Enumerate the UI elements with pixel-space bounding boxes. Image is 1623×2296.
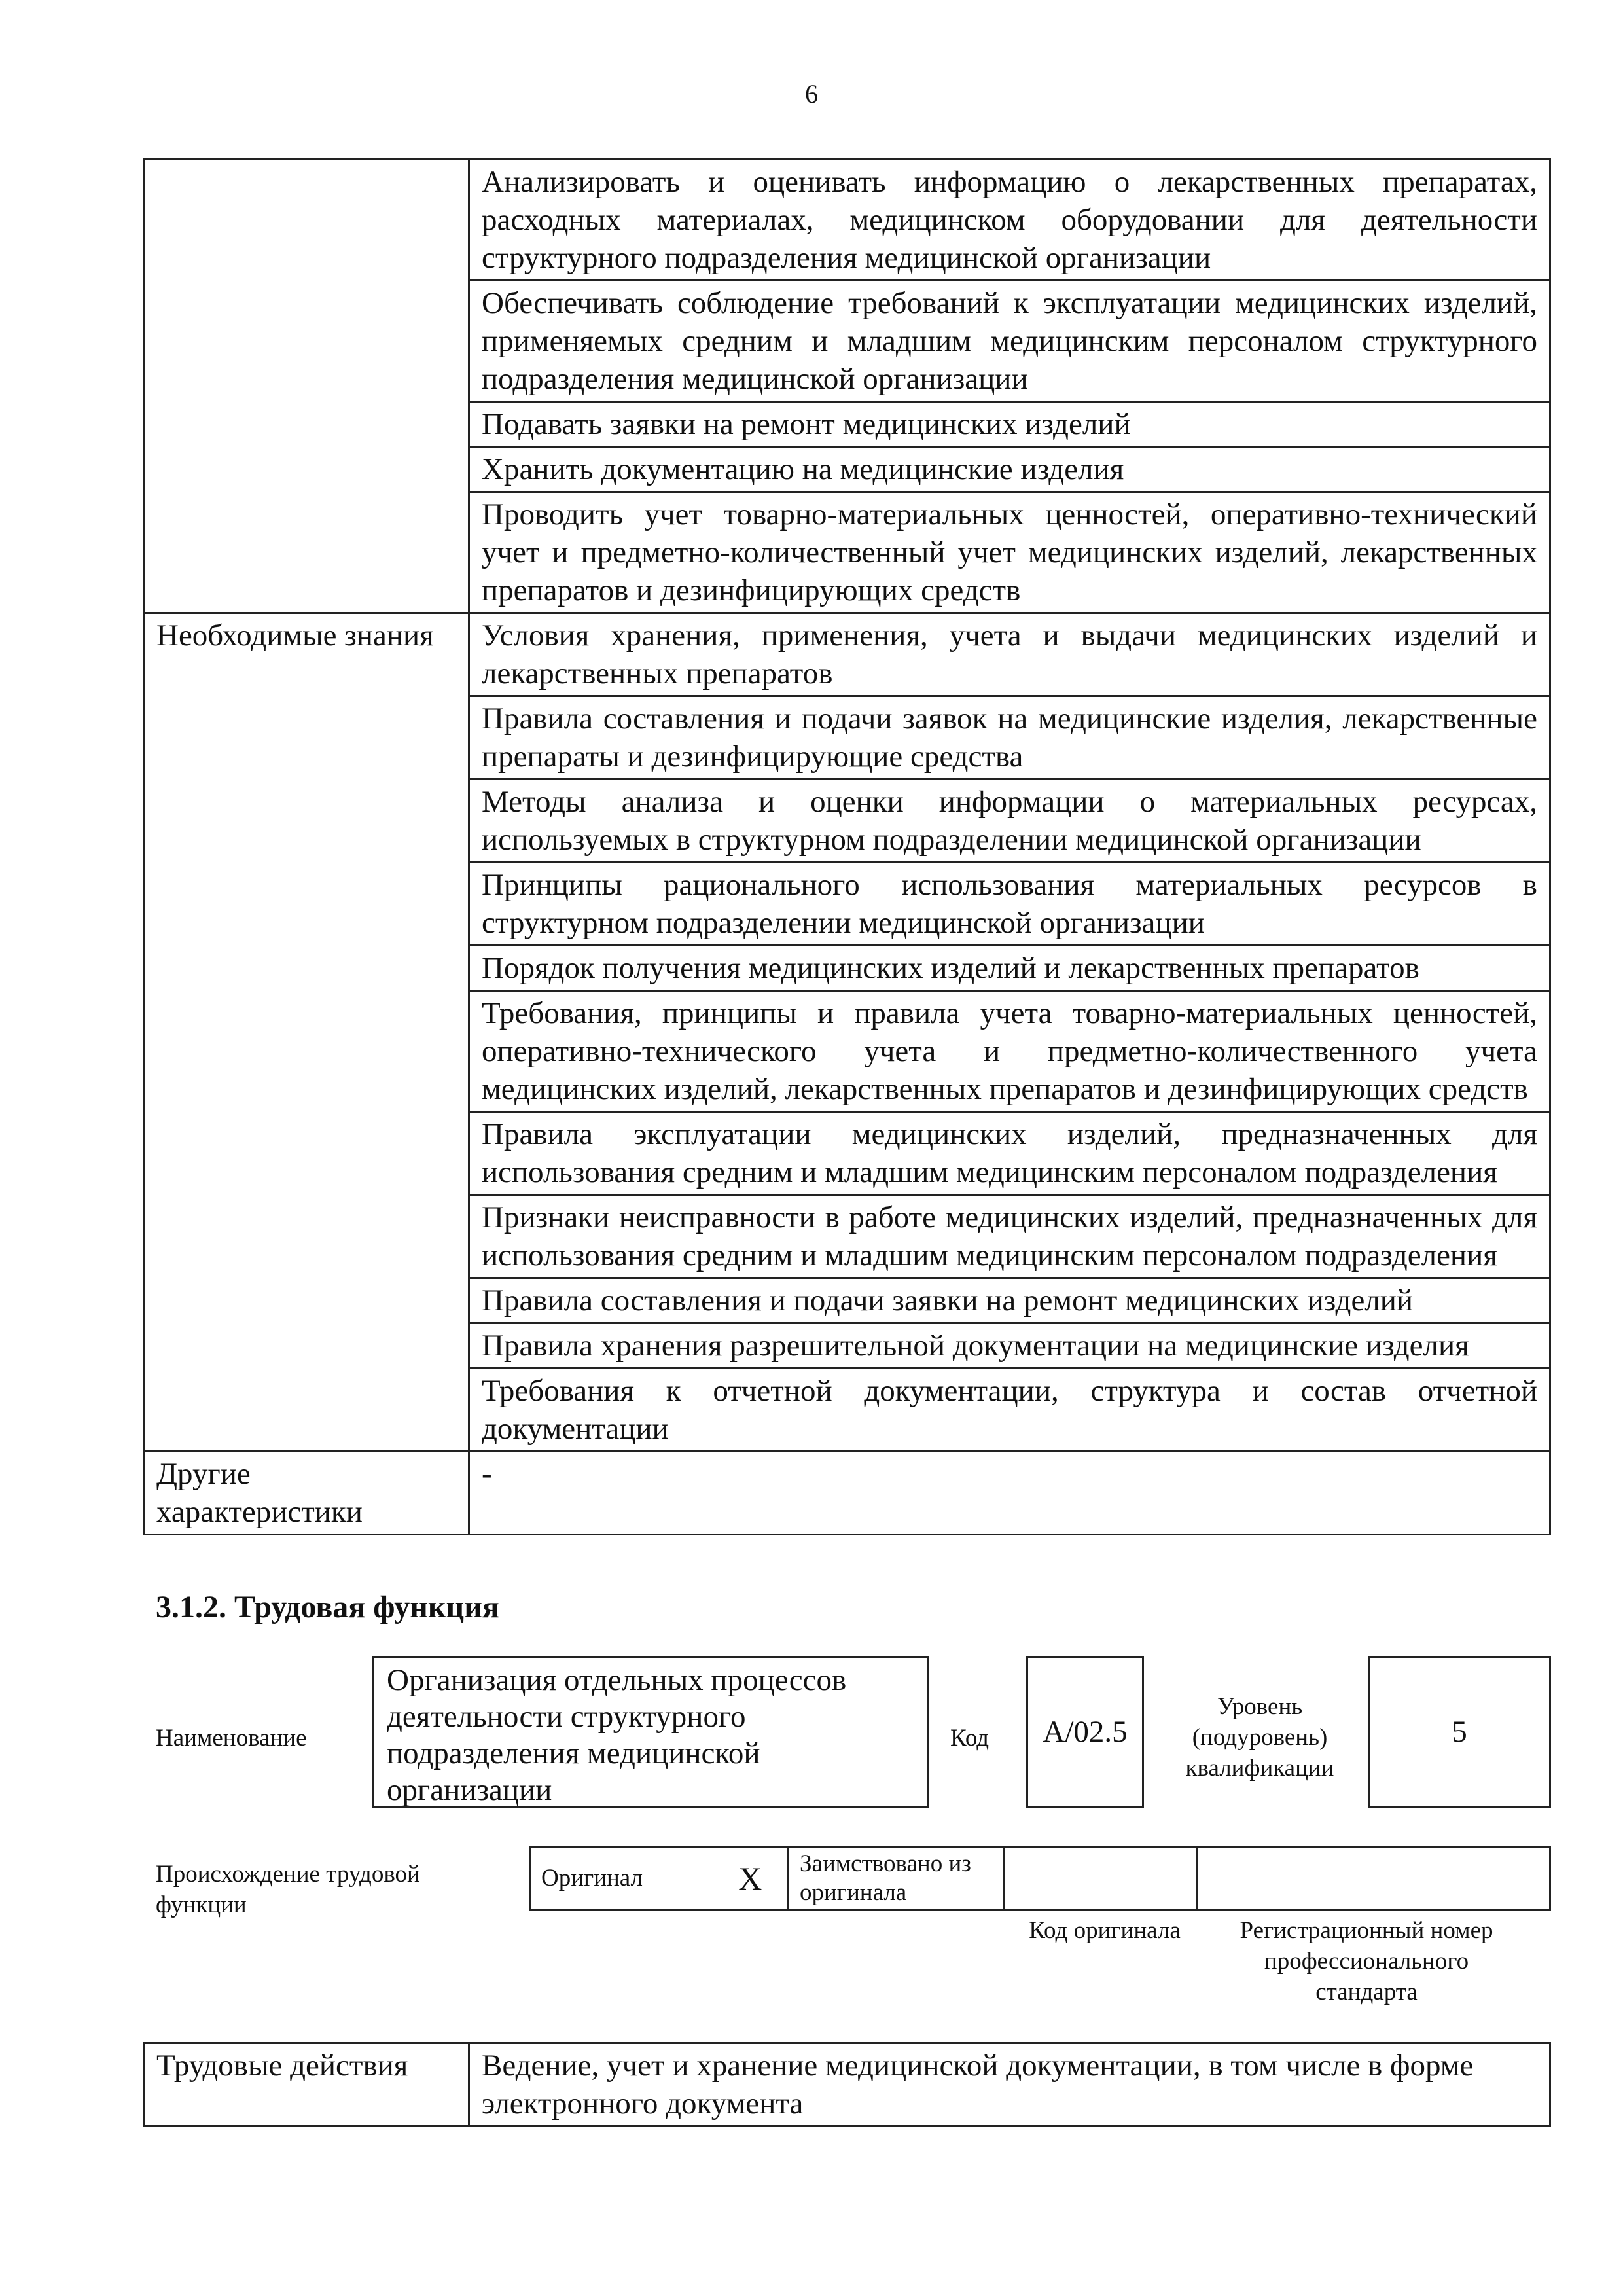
knowledge-row: Порядок получения медицинских изделий и лекарственных препаратов <box>469 946 1550 991</box>
code-label: Код <box>950 1725 990 1751</box>
skills-label-cell <box>144 160 469 613</box>
original-code-cell <box>1005 1847 1198 1910</box>
actions-table <box>143 2042 1551 2127</box>
skill-row: Анализировать и оценивать информацию о лекарственных препаратах, расходных материалах, медицинском оборудовании для деятельности структурного подразделения медицинской организации <box>469 160 1550 281</box>
knowledge-row: Правила хранения разрешительной документации на медицинские изделия <box>469 1323 1550 1369</box>
registration-number-cell <box>1198 1847 1550 1910</box>
actions-value: Ведение, учет и хранение медицинской документации, в том числе в форме электронного документа <box>469 2043 1550 2126</box>
original-label: Оригинал <box>530 1847 713 1910</box>
knowledge-row: Условия хранения, применения, учета и выдачи медицинских изделий и лекарственных препаратов <box>469 613 1550 696</box>
reg-caption: Регистрационный номер профессионального стандарта <box>1240 1917 1493 2005</box>
level-label: Уровень (подуровень) квалификации <box>1185 1693 1334 1782</box>
skill-row: Обеспечивать соблюдение требований к эксплуатации медицинских изделий, применяемых средним и младшим медицинским персоналом структурного подразделения медицинской организации <box>469 281 1550 402</box>
code-caption: Код оригинала <box>1029 1917 1181 1944</box>
knowledge-row: Признаки неисправности в работе медицинских изделий, предназначенных для использования средним и младшим медицинским персоналом подразделения <box>469 1195 1550 1278</box>
skills-knowledge-table <box>143 158 1551 1535</box>
knowledge-row: Методы анализа и оценки информации о материальных ресурсах, используемых в структурном подразделении медицинской организации <box>469 780 1550 863</box>
knowledge-row: Принципы рационального использования материальных ресурсов в структурном подразделении медицинской организации <box>469 863 1550 946</box>
page-number: 6 <box>805 79 818 109</box>
skill-row: Подавать заявки на ремонт медицинских изделий <box>469 402 1550 447</box>
actions-label: Трудовые действия <box>144 2043 469 2126</box>
knowledge-row: Правила составления и подачи заявок на медицинские изделия, лекарственные препараты и дезинфицирующие средства <box>469 696 1550 780</box>
original-mark: X <box>713 1847 789 1910</box>
name-value: Организация отдельных процессов деятельности структурного подразделения медицинской организации <box>372 1656 929 1808</box>
level-value: 5 <box>1368 1656 1551 1808</box>
name-label: Наименование <box>156 1725 307 1751</box>
borrowed-label: Заимствовано из оригинала <box>789 1847 1005 1910</box>
origin-table <box>529 1846 1551 1911</box>
knowledge-row: Правила составления и подачи заявки на ремонт медицинских изделий <box>469 1278 1550 1323</box>
knowledge-row: Правила эксплуатации медицинских изделий, предназначенных для использования средним и младшим медицинским персоналом подразделения <box>469 1112 1550 1195</box>
skill-row: Проводить учет товарно-материальных ценностей, оперативно-технический учет и предметно-количественный учет медицинских изделий, лекарственных препаратов и дезинфицирующих средств <box>469 492 1550 613</box>
skill-row: Хранить документацию на медицинские изделия <box>469 447 1550 492</box>
knowledge-row: Требования, принципы и правила учета товарно-материальных ценностей, оперативно-технического учета и предметно-количественного учета медицинских изделий, лекарственных препаратов и дезинфицирующих средств <box>469 991 1550 1112</box>
other-value: - <box>469 1452 1550 1535</box>
other-label: Другие характеристики <box>144 1452 469 1535</box>
knowledge-label: Необходимые знания <box>144 613 469 1452</box>
code-value: A/02.5 <box>1026 1656 1144 1808</box>
section-title: 3.1.2. Трудовая функция <box>156 1590 499 1624</box>
origin-label: Происхождение трудовой функции <box>156 1861 420 1918</box>
knowledge-row: Требования к отчетной документации, структура и состав отчетной документации <box>469 1369 1550 1452</box>
